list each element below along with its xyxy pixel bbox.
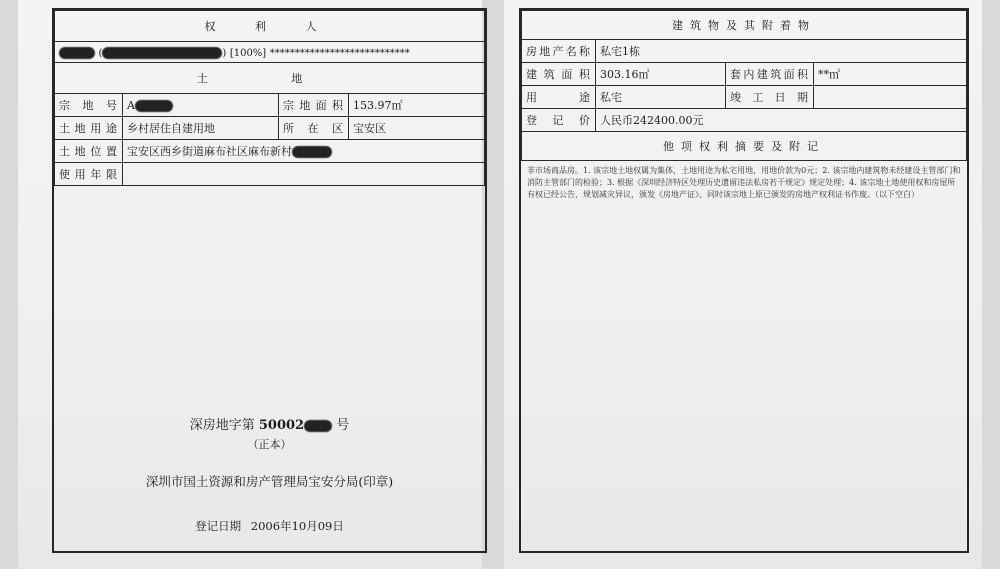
registration-date-line [54,518,485,534]
memo-header: 他项权利摘要及附记 [522,132,967,161]
parcel-no-label: 宗地号 [55,94,123,117]
use-term-label: 使用年限 [55,163,123,186]
inner-area-value: **㎡ [814,63,967,86]
registered-price-label: 登记价 [522,109,596,132]
floor-area-value: 303.16㎡ [596,63,726,86]
parcel-area-value: 153.97㎡ [349,94,485,117]
owner-stars: **************************** [269,47,410,59]
parcel-no-value: A [123,94,279,117]
land-use-label: 土地用途 [55,117,123,140]
right-certificate-page [519,8,969,553]
owner-title: 权 利 人 [55,11,485,42]
registered-price-value: 人民币242400.00元 [596,109,967,132]
issuing-authority: 深圳市国土资源和房产管理局宝安分局(印章) [145,474,394,489]
property-name-label: 房地产名称 [522,40,596,63]
completion-date-label: 竣工日期 [726,86,814,109]
land-header: 土 地 [55,63,485,94]
cert-number: 50002 [258,418,305,433]
owner-land-table [54,10,485,186]
owner-name-redacted [59,47,95,59]
cert-number-line [54,414,485,433]
cert-suffix: 号 [336,418,350,433]
usage-value: 私宅 [596,86,726,109]
cert-prefix: 深房地字第 [189,418,255,433]
use-term-value [123,163,485,186]
cert-number-redacted [304,420,332,432]
location-redacted [292,146,332,158]
inner-area-label: 套内建筑面积 [726,63,814,86]
memo-text: 非市场商品房。1. 该宗地土地权属为集体，土地用途为私宅用地，用地价款为0元；2. 该宗地内建筑物未经建设主管部门和消防主管部门的检验；3. 根据《深圳经济特区处理历史遗留违法私房若干规定》规定处理；4. 该宗地土地使用权和房屋所有权已经公告，规划减灾异议，颁发《房地产证》，同时该宗地上原已颁发的房地产权利证书作废。（以下空白） [527,166,961,199]
district-label: 所在区 [279,117,349,140]
registration-date-label: 登记日期 [195,519,242,533]
owner-id-redacted [102,47,222,59]
district-value: 宝安区 [349,117,485,140]
cert-type: （正本） [247,438,292,451]
usage-label: 用途 [522,86,596,109]
completion-date-value [814,86,967,109]
building-table [521,10,967,161]
registration-date-value: 2006年10月09日 [250,519,344,533]
left-certificate-page [52,8,487,553]
owner-row: ( ) [100%] **************************** [55,42,485,63]
land-location-value: 宝安区西乡街道麻布社区麻布新村 [123,140,485,163]
land-location-label: 土地位置 [55,140,123,163]
owner-share: [100%] [229,47,267,59]
parcel-no-redacted [135,100,173,112]
floor-area-label: 建筑面积 [522,63,596,86]
building-title: 建筑物及其附着物 [522,11,967,40]
property-name-value: 私宅1栋 [596,40,967,63]
parcel-area-label: 宗地面积 [279,94,349,117]
land-use-value: 乡村居住自建用地 [123,117,279,140]
